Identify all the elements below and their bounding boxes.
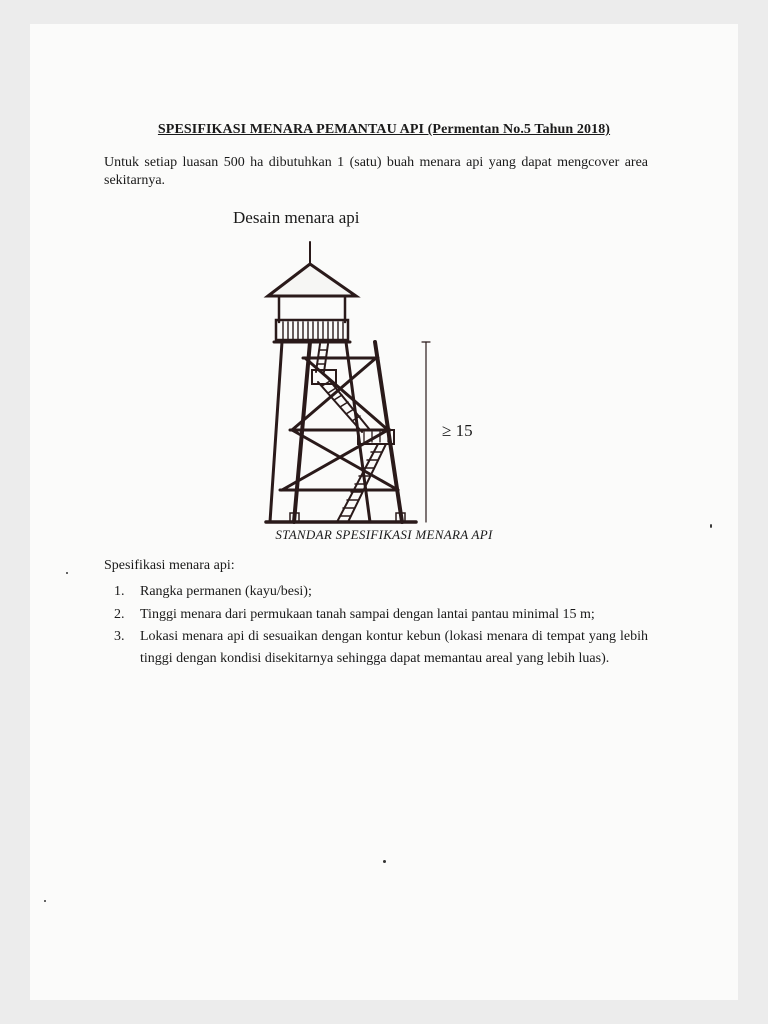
scan-speck	[66, 572, 68, 574]
list-item: 3. Lokasi menara api di sesuaikan dengan kontur kebun (lokasi menara di tempat yang lebih tinggi dengan kondisi disekitarnya sehingga dapat memantau areal yang lebih luas).	[114, 629, 648, 666]
list-item: 2. Tinggi menara dari permukaan tanah sampai dengan lantai pantau minimal 15 m;	[114, 606, 595, 622]
figure-caption: STANDAR SPESIFIKASI MENARA API	[275, 527, 493, 542]
intro-paragraph: Untuk setiap luasan 500 ha dibutuhkan 1 (satu) buah menara api yang dapat mengcover area sekitarnya.	[104, 155, 648, 188]
height-label: ≥ 15	[442, 421, 473, 440]
document-title: SPESIFIKASI MENARA PEMANTAU API (Permentan No.5 Tahun 2018)	[157, 122, 611, 137]
list-item: 1. Rangka permanen (kayu/besi);	[114, 584, 312, 599]
scan-speck	[383, 860, 386, 863]
document-page	[30, 24, 738, 1000]
fire-tower-drawing	[230, 234, 490, 529]
spec-list	[104, 581, 648, 670]
spec-heading: Spesifikasi menara api:	[104, 558, 235, 573]
scan-speck	[710, 524, 712, 528]
scan-speck	[44, 900, 46, 902]
figure-title: Desain menara api	[233, 208, 360, 227]
